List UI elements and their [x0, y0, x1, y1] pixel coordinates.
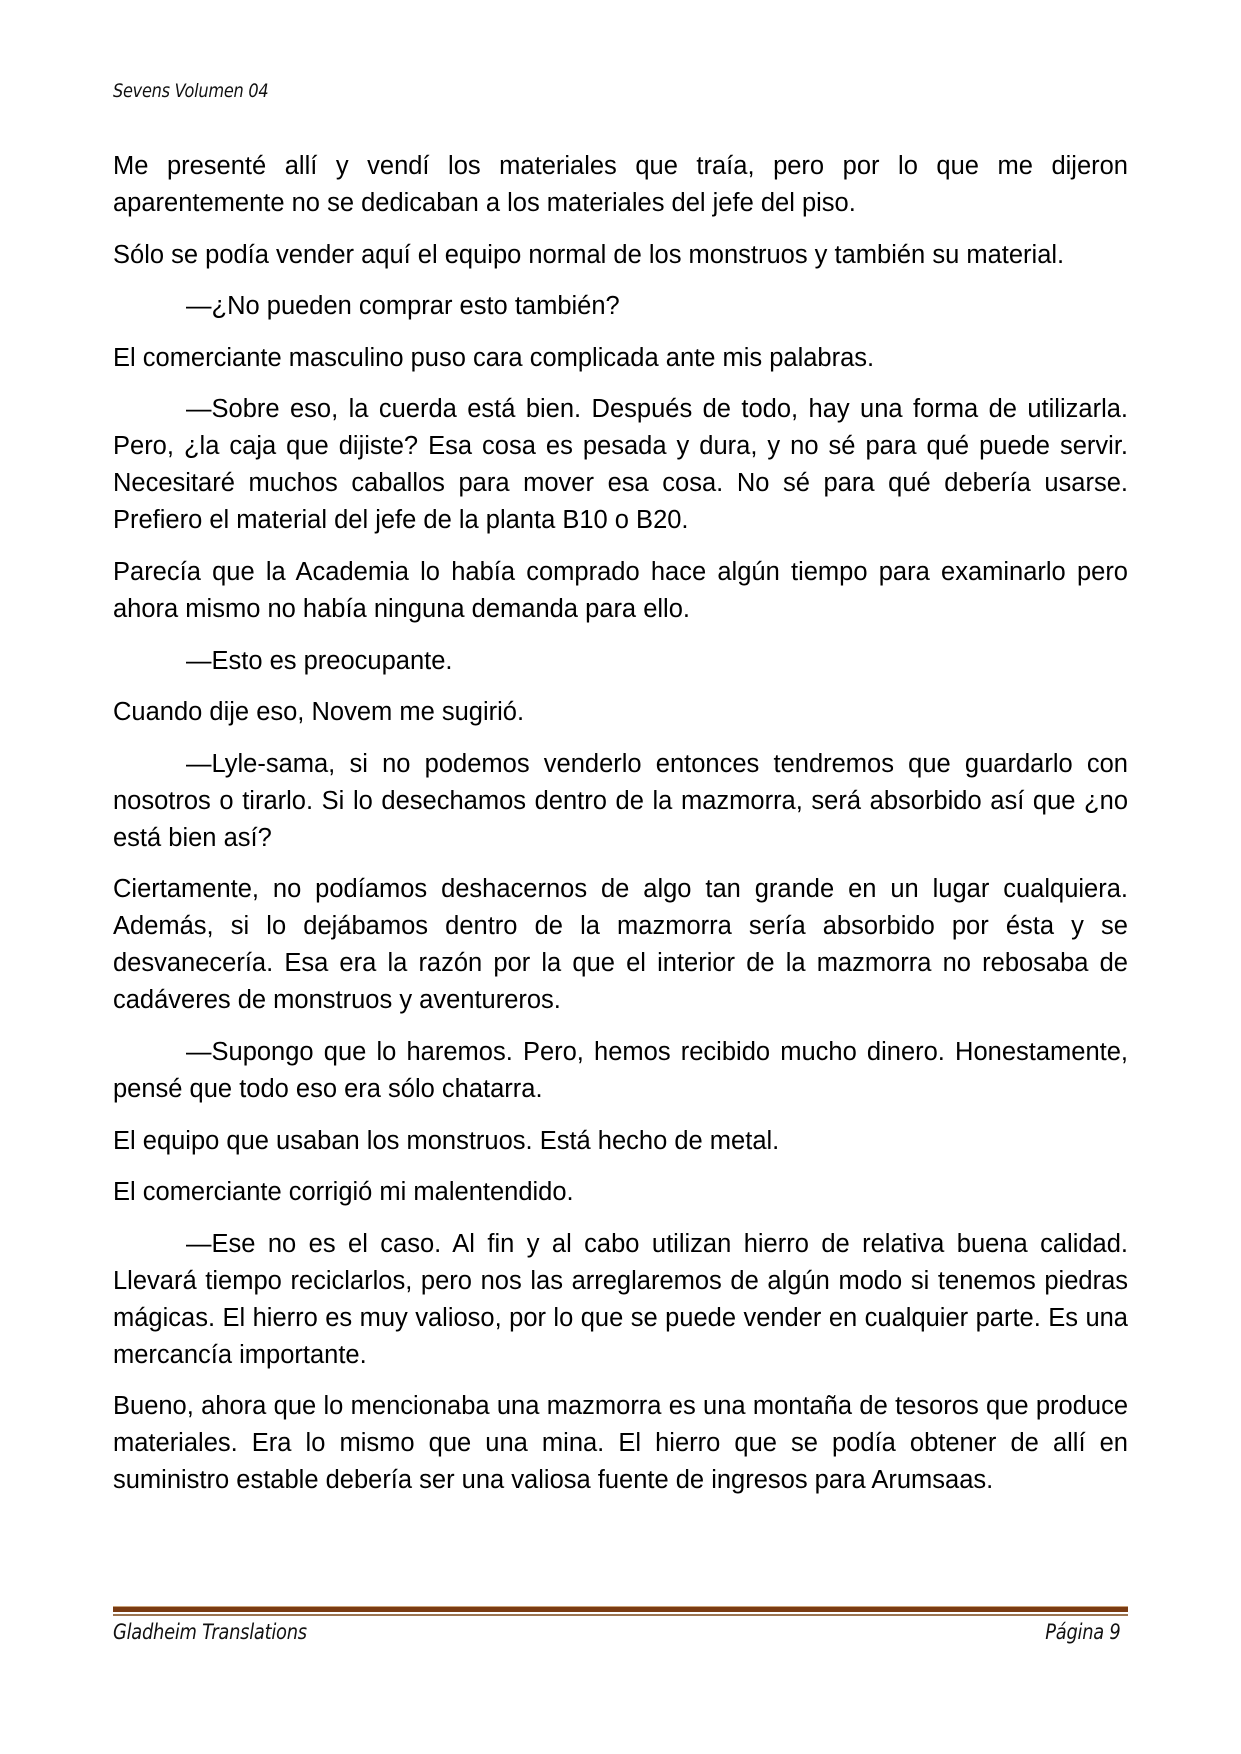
dialogue-paragraph: —Supongo que lo haremos. Pero, hemos recibido mucho dinero. Honestamente, pensé que todo eso era sólo chatarra.	[113, 1037, 1128, 1103]
paragraph: Parecía que la Academia lo había comprado hace algún tiempo para examinarlo pero ahora mismo no había ninguna demanda para ello.	[113, 557, 1128, 623]
paragraph: El comerciante masculino puso cara complicada ante mis palabras.	[113, 343, 875, 372]
dialogue-paragraph: —¿No pueden comprar esto también?	[186, 292, 620, 321]
footer-credit: Gladheim Translations	[113, 1620, 307, 1644]
page-number: Página 9	[1045, 1620, 1121, 1644]
dialogue-paragraph: —Esto es preocupante.	[186, 646, 453, 675]
paragraph: Sólo se podía vender aquí el equipo normal de los monstruos y también su material.	[113, 240, 1065, 269]
dialogue-paragraph: —Lyle-sama, si no podemos venderlo entonces tendremos que guardarlo con nosotros o tirarlo. Si lo desechamos dentro de la mazmorra, será absorbido así que ¿no está bien así?	[113, 749, 1128, 852]
paragraph: Bueno, ahora que lo mencionaba una mazmorra es una montaña de tesoros que produce materiales. Era lo mismo que una mina. El hierro que se podía obtener de allí en suministro estable debería ser una valiosa fuente de ingresos para Arumsaas.	[113, 1392, 1128, 1495]
paragraph: Ciertamente, no podíamos deshacernos de algo tan grande en un lugar cualquiera. Además, si lo dejábamos dentro de la mazmorra sería absorbido por ésta y se desvanecería. Esa era la razón por la que el interior de la mazmorra no rebosaba de cadáveres de monstruos y aventureros.	[113, 875, 1128, 1015]
running-header: Sevens Volumen 04	[113, 80, 269, 102]
paragraph: El comerciante corrigió mi malentendido.	[113, 1178, 574, 1207]
dialogue-paragraph: —Sobre eso, la cuerda está bien. Después de todo, hay una forma de utilizarla. Pero, ¿la caja que dijiste? Esa cosa es pesada y dura, y no sé para qué puede servir. Necesitaré muchos caballos para mover esa cosa. No sé para qué debería usarse. Prefiero el material del jefe de la planta B10 o B20.	[113, 395, 1128, 535]
paragraph: El equipo que usaban los monstruos. Está hecho de metal.	[113, 1126, 780, 1155]
footer-divider	[113, 1606, 1128, 1616]
paragraph: Cuando dije eso, Novem me sugirió.	[113, 698, 525, 727]
dialogue-paragraph: —Ese no es el caso. Al fin y al cabo utilizan hierro de relativa buena calidad. Llevará tiempo reciclarlos, pero nos las arreglaremos de algún modo si tenemos piedras mágicas. El hierro es muy valioso, por lo que se puede vender en cualquier parte. Es una mercancía importante.	[113, 1229, 1128, 1369]
page-body	[113, 148, 1128, 1514]
paragraph: Me presenté allí y vendí los materiales que traía, pero por lo que me dijeron aparentemente no se dedicaban a los materiales del jefe del piso.	[113, 152, 1128, 217]
